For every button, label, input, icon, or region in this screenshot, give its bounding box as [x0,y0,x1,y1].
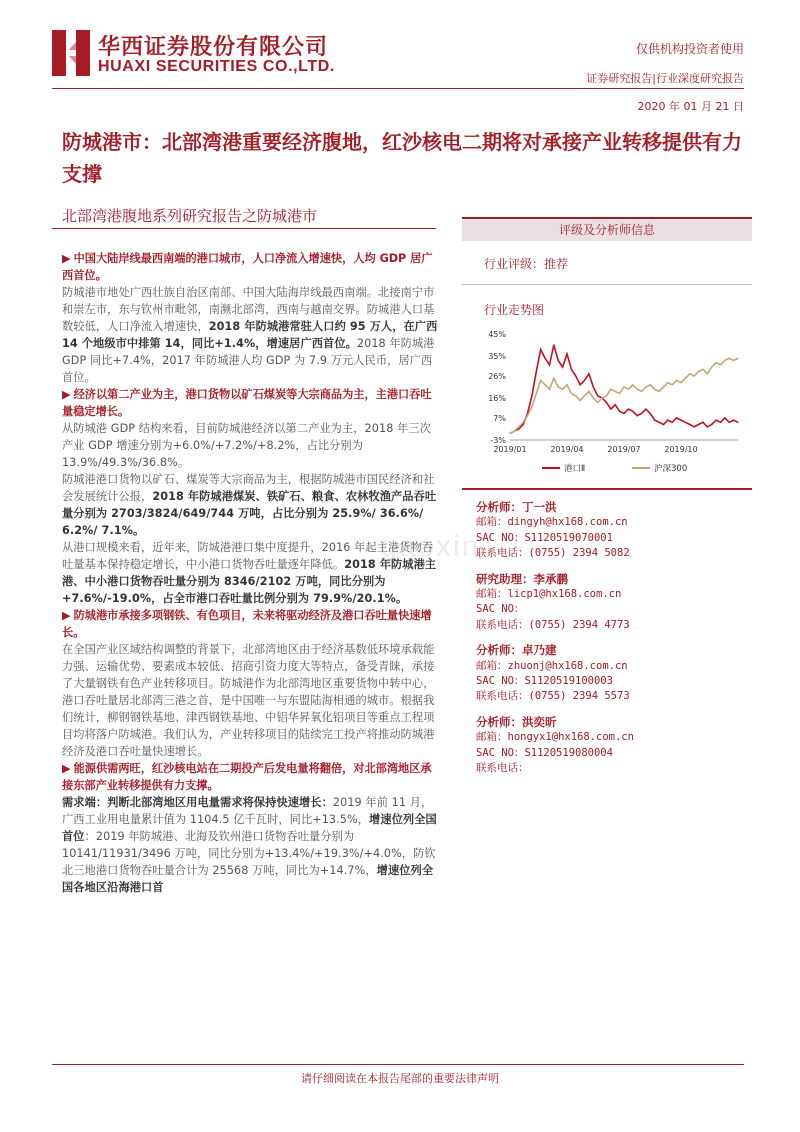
legend-label-0: 港口Ⅱ [564,464,586,474]
series-point-0 [685,422,686,423]
body-paragraph [62,420,442,471]
phone-label: 联系电话： [476,762,529,775]
series-point-1 [602,397,603,398]
series-point-0 [623,413,624,414]
section-heading [62,607,442,641]
series-point-0 [518,428,519,429]
series-point-1 [615,391,616,392]
report-date: 2020 年 01 月 21 日 [637,100,744,113]
section-heading-text: 经济以第二产业为主，港口货物以矿石煤炭等大宗商品为主，主港口吞吐量稳定增长。 [62,388,432,418]
legal-notice: 请仔细阅读在本报告尾部的重要法律声明 [301,1072,499,1085]
series-point-1 [588,391,589,392]
company-name-en: HUAXI SECURITIES CO.,LTD. [98,58,335,75]
analyst-sac: S1120519080004 [524,746,613,759]
body-paragraph [62,641,442,760]
series-point-1 [536,393,537,394]
series-point-1 [509,433,510,434]
series-point-0 [628,409,629,410]
series-point-0 [659,422,660,423]
series-point-1 [711,367,712,368]
body-paragraph [62,471,442,539]
footer-divider [52,1064,744,1065]
series-point-1 [720,364,721,365]
series-point-1 [685,378,686,379]
series-point-1 [575,395,576,396]
analyst-card [476,643,752,705]
series-point-1 [531,406,532,407]
series-point-0 [733,420,734,421]
series-point-1 [729,358,730,359]
analyst-role: 研究助理： [476,571,534,586]
emphasis-text: 2018 年防城港主港、中小港口货物吞吐量分别为 8346/2102 万吨，同比分别为+7.6%/-19.0%，占全市港口吞吐量比例分别为 79.9%/20.1%。 [62,558,437,605]
header-divider [52,88,744,89]
series-point-0 [558,360,559,361]
series-point-1 [650,384,651,385]
series-point-1 [707,373,708,374]
phone-label: 联系电话： [476,547,529,560]
report-title: 防城港市：北部湾港重要经济腹地，红沙核电二期将对承接产业转移提供有力支撑 [62,130,742,186]
company-name-cn: 华西证券股份有限公司 [98,35,329,60]
series-point-1 [610,389,611,390]
report-type: 证券研究报告|行业深度研究报告 [586,72,744,85]
sac-label: SAC NO： [476,603,525,616]
body-text: 2018 年防城港 GDP 同比+7.4%，2017 年防城港人均 GDP 为 7.9 万元人民币，居广西首位。 [62,337,435,384]
rating-analyst-panel [462,217,752,777]
series-point-1 [663,386,664,387]
report-body [62,250,442,896]
rating-label: 行业评级： [484,257,545,271]
section-heading [62,250,442,284]
series-point-0 [549,364,550,365]
series-point-1 [733,360,734,361]
section-heading-text: 能源供需两旺，红沙核电站在二期投产后发电量将翻倍，对北部湾地区承接东部产业转移提供有力支撑。 [62,762,432,792]
series-point-0 [650,413,651,414]
legend-label-1: 沪深300 [654,464,688,474]
report-subtitle: 北部湾港腹地系列研究报告之防城港市 [62,207,318,225]
body-text: 2019 年前 11 月，广西工业用电量累计值为 1104.5 亿千瓦时，同比+13.5%， [62,796,433,826]
series-point-1 [623,386,624,387]
body-paragraph [62,794,442,896]
series-point-1 [676,380,677,381]
emphasis-text: 2018 年防城港煤炭、铁矿石、粮食、农林牧渔产品吞吐量分别为 2703/3824/649/744 万吨，占比分别为 25.9%/ 36.6%/ 6.2%/ 7.1%。 [62,490,437,537]
series-point-0 [597,395,598,396]
series-point-0 [632,411,633,412]
series-point-1 [527,415,528,416]
series-point-0 [575,375,576,376]
series-point-0 [606,402,607,403]
analyst-email[interactable]: dingyh@hx168.com.cn [507,516,628,529]
series-point-1 [724,360,725,361]
x-tick-label: 2019/07 [607,445,641,454]
body-text: 在全国产业区域结构调整的背景下，北部湾地区由于经济基数低环境承载能力强、运输优势、要素成本较低、招商引资力度大等特点，备受青睐，承接了大量钢铁有色产业转移项目。防城港作为北部湾地区重要货物中转中心，港口吞吐量居北部湾三港之首，是中国唯一与东盟陆海相通的城市。根据我们统计，柳钢钢铁基地、津西钢铁基地、中铝华昇氧化铝项目等重点工程项目均将落户防城港。我们认为，产业转移项目的陆续完工投产将推动防城港经济及港口吞吐量快速增长。 [62,643,435,758]
body-text: 从防城港 GDP 结构来看，目前防城港经济以第二产业为主，2018 年三次产业 GDP 增速分别为+6.0%/+7.2%/+8.2%，占比分别为 13.9%/49.3%/36.8%。 [62,422,431,469]
y-tick-label: 7% [493,413,506,423]
series-point-0 [566,353,567,354]
series-point-0 [641,413,642,414]
analyst-card [476,500,752,562]
series-point-0 [610,409,611,410]
y-tick-label: 35% [488,352,506,362]
analyst-phone: (0755) 2394 4773 [528,618,630,631]
section-heading [62,386,442,420]
trend-chart-label: 行业走势图 [484,303,545,317]
series-point-0 [562,367,563,368]
series-point-0 [694,426,695,427]
analyst-email[interactable]: hongyx1@hx168.com.cn [507,731,634,744]
rating-value: 推荐 [544,257,569,271]
analyst-card [476,572,752,634]
series-point-0 [667,420,668,421]
analyst-email[interactable]: zhuonj@hx168.com.cn [507,659,628,672]
body-text: 防城港市地处广西壮族自治区南部、中国大陆海岸线最西南端。北接南宁市和崇左市，东与钦州市毗邻，南濒北部湾，西南与越南交界。防城港人口基数较低，人口净流入增速快， [62,286,435,333]
series-point-1 [619,393,620,394]
series-point-1 [518,426,519,427]
series-point-0 [737,422,738,423]
series-point-0 [637,415,638,416]
email-label: 邮箱： [476,731,508,744]
series-point-1 [593,397,594,398]
series-point-1 [654,389,655,390]
series-point-1 [645,386,646,387]
watermark: gaoxin [380,530,481,563]
series-point-0 [615,404,616,405]
series-point-0 [702,422,703,423]
analyst-phone: (0755) 2394 5082 [528,547,630,560]
analyst-role: 分析师： [476,643,522,658]
analyst-divider [462,488,752,490]
triangle-bullet-icon: ▶ [62,609,71,622]
series-point-0 [545,358,546,359]
rating-divider [462,284,752,285]
series-point-0 [654,420,655,421]
series-point-1 [632,384,633,385]
x-tick-label: 2019/01 [493,445,527,454]
email-label: 邮箱： [476,659,508,672]
series-point-1 [571,393,572,394]
series-point-1 [558,386,559,387]
series-point-1 [716,362,717,363]
section-heading-text: 中国大陆岸线最西南端的港口城市，人口净流入增速快，人均 GDP 居广西首位。 [62,252,433,282]
company-logo [52,30,90,76]
series-line-0 [510,345,738,433]
series-point-0 [680,420,681,421]
analyst-sac: S1120519100003 [524,675,613,688]
series-point-0 [584,380,585,381]
analyst-name: 丁一洪 [522,500,557,514]
analyst-email[interactable]: licp1@hx168.com.cn [507,588,622,601]
sac-label: SAC NO： [476,531,525,544]
analyst-phone: (0755) 2394 5573 [528,690,630,703]
series-point-0 [588,373,589,374]
series-point-0 [716,420,717,421]
series-point-0 [689,424,690,425]
trend-chart [476,322,746,482]
sac-label: SAC NO： [476,675,525,688]
analyst-role: 分析师： [476,714,522,729]
series-point-0 [707,426,708,427]
emphasis-text: 增速位列全国各地区沿海港口首 [62,864,434,894]
analyst-name: 洪奕昕 [522,714,557,729]
industry-rating [484,255,752,272]
series-point-1 [566,384,567,385]
series-point-0 [540,349,541,350]
triangle-bullet-icon: ▶ [62,252,71,265]
section-heading-text: 防城港市承接多项钢铁、有色项目，未来将驱动经济及港口吞吐量快速增长。 [62,609,432,639]
phone-label: 联系电话： [476,618,529,631]
series-point-1 [606,395,607,396]
series-point-0 [720,422,721,423]
body-text: 防城港港口货物以矿石、煤炭等大宗商品为主，根据防城港市国民经济和社会发展统计公报， [62,473,435,503]
emphasis-text: 2018 年防城港常驻人口约 95 万人，在广西 14 个地级市中排第 14，同比+1.4%，增速居广西首位。 [62,320,438,350]
series-point-0 [676,417,677,418]
body-text: ：2019 年防城港、北海及钦州港口货物吞吐量分别为 10141/11931/3496 万吨，同比分别为+13.4%/+19.3%/+4.0%，防钦北三地港口货物吞吐量合计为 25568 万吨，同比为+14.7%， [62,830,436,877]
series-point-1 [628,389,629,390]
series-point-1 [672,384,673,385]
series-point-1 [553,378,554,379]
series-point-1 [689,373,690,374]
trend-chart-svg [476,322,746,482]
series-point-0 [729,422,730,423]
series-point-0 [593,386,594,387]
triangle-bullet-icon: ▶ [62,388,71,401]
series-point-1 [680,382,681,383]
series-point-1 [545,384,546,385]
series-point-0 [645,409,646,410]
email-label: 邮箱： [476,588,508,601]
y-tick-label: 45% [488,330,506,339]
series-point-1 [523,422,524,423]
series-point-1 [698,371,699,372]
series-point-1 [597,402,598,403]
series-point-1 [584,395,585,396]
emphasis-text: 需求端：判断北部湾地区用电量需求将保持快速增长： [62,796,333,809]
panel-heading: 评级及分析师信息 [462,217,752,241]
series-point-1 [637,389,638,390]
series-point-1 [580,400,581,401]
email-label: 邮箱： [476,516,508,529]
series-point-0 [672,422,673,423]
series-point-1 [694,375,695,376]
body-text: 从港口规模来看，近年来，防城港港口集中度提升，2016 年起主港货物吞吐量基本保持稳定增长，中小港口货物吞吐量逐年降低。 [62,541,434,571]
triangle-bullet-icon: ▶ [62,762,71,775]
series-point-0 [523,424,524,425]
analyst-role: 分析师： [476,500,522,514]
y-tick-label: 26% [488,371,506,381]
y-tick-label: 16% [488,394,506,404]
series-point-1 [667,382,668,383]
analyst-card [476,715,752,777]
phone-label: 联系电话： [476,690,529,703]
x-tick-label: 2019/10 [664,445,698,454]
series-point-1 [737,358,738,359]
series-point-1 [659,391,660,392]
analyst-list [462,500,752,777]
series-point-1 [702,369,703,370]
analyst-sac: S1120519070001 [524,531,613,544]
x-tick-label: 2019/04 [550,445,584,454]
emphasis-text: 增速位列全国首位 [62,813,437,843]
series-point-0 [619,411,620,412]
section-heading [62,760,442,794]
series-point-0 [580,384,581,385]
series-point-1 [514,431,515,432]
series-point-1 [562,389,563,390]
y-tick-label: -3% [490,436,506,445]
series-point-0 [553,344,554,345]
sac-label: SAC NO： [476,746,525,759]
series-point-0 [663,424,664,425]
analyst-name: 卓乃建 [522,643,557,658]
body-paragraph [62,284,442,386]
series-point-0 [536,371,537,372]
subtitle-divider [52,228,436,229]
analyst-name: 李承鹏 [533,571,568,586]
audience-note: 仅供机构投资者使用 [635,42,744,56]
series-point-0 [571,369,572,370]
series-point-0 [531,395,532,396]
series-point-0 [711,424,712,425]
series-point-0 [724,417,725,418]
series-point-0 [698,424,699,425]
series-point-1 [540,380,541,381]
series-point-1 [549,389,550,390]
series-point-1 [641,391,642,392]
